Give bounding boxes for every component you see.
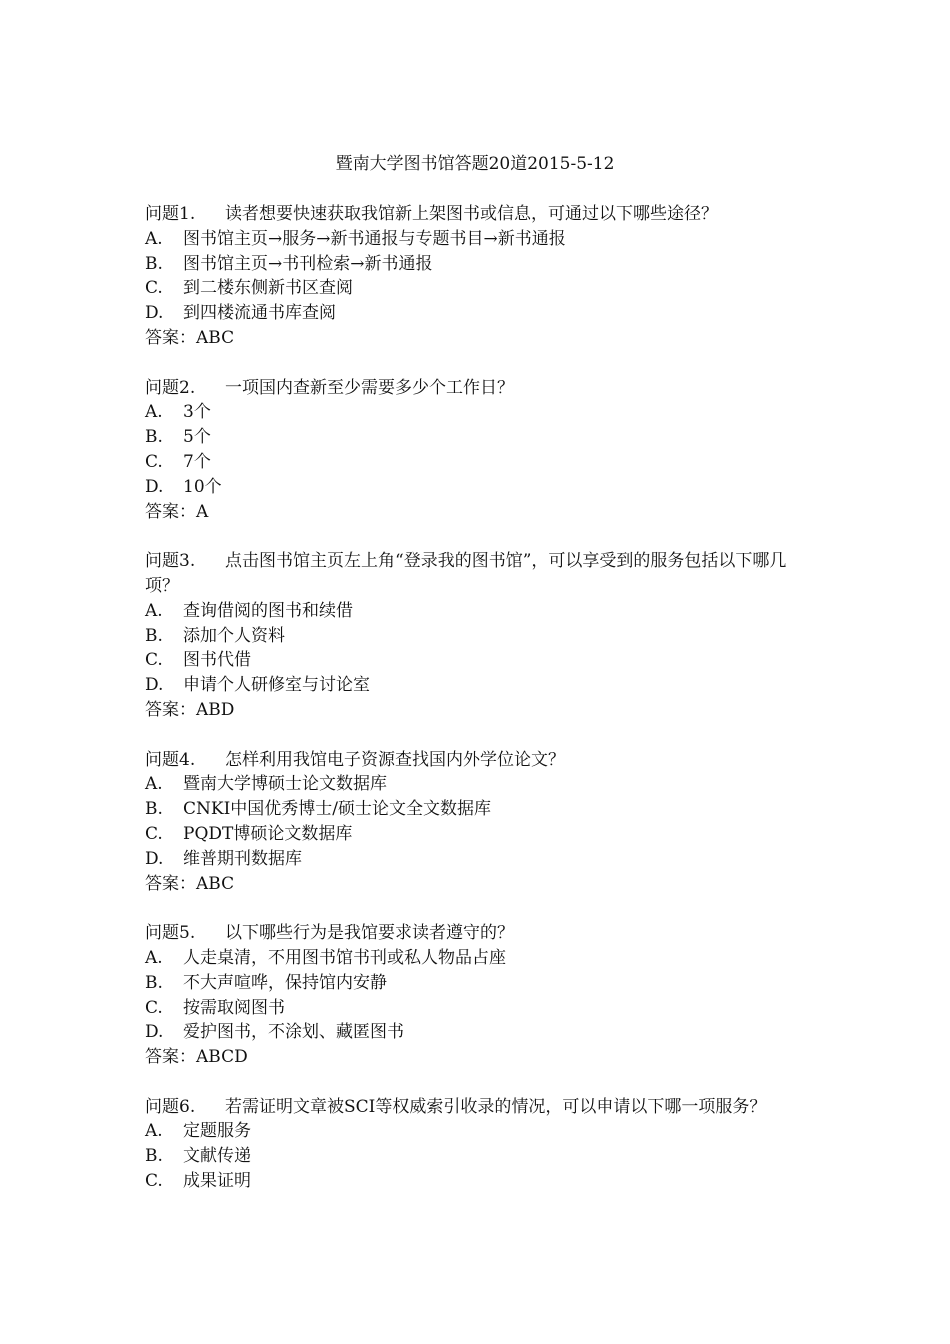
question-stem — [145, 921, 810, 946]
question-text: 若需证明文章被SCI等权威索引收录的情况，可以申请以下哪一项服务？ — [225, 1096, 767, 1117]
question-6 — [145, 1095, 810, 1194]
option-text: CNKI中国优秀博士/硕士论文全文数据库 — [183, 799, 492, 820]
question-text: 读者想要快速获取我馆新上架图书或信息，可通过以下哪些途径？ — [225, 204, 718, 224]
question-text: 点击图书馆主页左上角“登录我的图书馆”，可以享受到的服务包括以下哪几项？ — [145, 551, 787, 596]
question-1 — [145, 202, 810, 351]
question-text: 怎样利用我馆电子资源查找国内外学位论文？ — [225, 749, 565, 770]
option-letter: C. — [145, 650, 163, 671]
option-text: 添加个人资料 — [183, 625, 285, 646]
question-number: 问题2. — [145, 377, 196, 398]
option-letter: D. — [145, 476, 164, 497]
option-text: 维普期刊数据库 — [183, 848, 302, 869]
option-text: 人走桌清，不用图书馆书刊或私人物品占座 — [183, 947, 506, 968]
answer-value: ABCD — [196, 1047, 248, 1068]
option-letter: D. — [145, 848, 164, 869]
option-letter: D. — [145, 1022, 164, 1043]
option-text: 不大声喧哗，保持馆内安静 — [183, 972, 387, 993]
option-text: 3个 — [183, 402, 211, 423]
option-letter: B. — [145, 253, 163, 274]
question-stem — [145, 549, 810, 599]
option-letter: C. — [145, 823, 163, 844]
answer-value: ABC — [196, 873, 235, 894]
question-number: 问题6. — [145, 1096, 196, 1117]
option-text: 图书馆主页→书刊检索→新书通报 — [183, 253, 433, 274]
option-b — [145, 971, 810, 996]
option-letter: D. — [145, 675, 164, 696]
option-text: 到四楼流通书库查阅 — [183, 303, 336, 324]
answer-line — [145, 872, 810, 897]
option-a — [145, 400, 810, 425]
option-letter: A. — [145, 947, 163, 968]
answer-line — [145, 698, 810, 723]
option-a — [145, 1119, 810, 1144]
option-letter: A. — [145, 1121, 163, 1142]
option-c — [145, 1169, 810, 1194]
option-d — [145, 301, 810, 326]
option-letter: A. — [145, 774, 163, 795]
answer-value: ABD — [196, 699, 235, 720]
answer-label: 答案： — [145, 501, 196, 522]
option-c — [145, 648, 810, 673]
option-letter: C. — [145, 451, 163, 472]
answer-value: ABC — [196, 327, 235, 348]
option-letter: B. — [145, 625, 163, 646]
option-b — [145, 425, 810, 450]
option-d — [145, 475, 810, 500]
document-title: 暨南大学图书馆答题20道2015-5-12 — [335, 154, 615, 174]
answer-line — [145, 500, 810, 525]
option-a — [145, 772, 810, 797]
option-text: 10个 — [183, 476, 222, 497]
option-b — [145, 624, 810, 649]
option-a — [145, 227, 810, 252]
option-letter: D. — [145, 303, 164, 324]
question-stem — [145, 748, 810, 773]
answer-label: 答案： — [145, 873, 196, 894]
option-text: 文献传递 — [183, 1146, 251, 1167]
question-stem — [145, 1095, 810, 1120]
option-text: 定题服务 — [183, 1121, 251, 1142]
answer-value: A — [196, 501, 209, 522]
option-letter: A. — [145, 402, 163, 423]
option-b — [145, 1144, 810, 1169]
option-text: 成果证明 — [183, 1171, 251, 1192]
question-4 — [145, 748, 810, 897]
option-text: 到二楼东侧新书区查阅 — [183, 278, 353, 299]
option-text: 图书代借 — [183, 650, 251, 671]
option-letter: B. — [145, 1146, 163, 1167]
question-list — [145, 202, 810, 1219]
option-d — [145, 1020, 810, 1045]
question-5 — [145, 921, 810, 1070]
option-letter: C. — [145, 1171, 163, 1192]
option-c — [145, 450, 810, 475]
option-letter: B. — [145, 972, 163, 993]
question-text: 以下哪些行为是我馆要求读者遵守的？ — [225, 923, 514, 944]
option-text: 5个 — [183, 427, 211, 448]
answer-line — [145, 326, 810, 351]
option-c — [145, 276, 810, 301]
question-stem — [145, 202, 810, 227]
question-3 — [145, 549, 810, 723]
option-a — [145, 599, 810, 624]
option-c — [145, 996, 810, 1021]
option-letter: B. — [145, 799, 163, 820]
option-letter: B. — [145, 427, 163, 448]
option-b — [145, 797, 810, 822]
answer-label: 答案： — [145, 327, 196, 348]
option-text: PQDT博硕论文数据库 — [183, 823, 353, 844]
answer-label: 答案： — [145, 1047, 196, 1068]
option-a — [145, 946, 810, 971]
option-letter: C. — [145, 997, 163, 1018]
question-2 — [145, 376, 810, 525]
question-number: 问题1. — [145, 204, 196, 224]
question-number: 问题5. — [145, 923, 196, 944]
answer-line — [145, 1045, 810, 1070]
option-d — [145, 673, 810, 698]
question-text: 一项国内查新至少需要多少个工作日？ — [225, 377, 514, 398]
answer-label: 答案： — [145, 699, 196, 720]
option-c — [145, 822, 810, 847]
option-text: 暨南大学博硕士论文数据库 — [183, 774, 387, 795]
option-letter: A. — [145, 228, 163, 249]
option-text: 7个 — [183, 451, 211, 472]
option-d — [145, 847, 810, 872]
question-number: 问题4. — [145, 749, 196, 770]
option-text: 爱护图书，不涂划、藏匿图书 — [183, 1022, 404, 1043]
option-letter: C. — [145, 278, 163, 299]
question-stem — [145, 376, 810, 401]
option-text: 查询借阅的图书和续借 — [183, 600, 353, 621]
option-letter: A. — [145, 600, 163, 621]
option-text: 按需取阅图书 — [183, 997, 285, 1018]
option-text: 申请个人研修室与讨论室 — [183, 675, 370, 696]
question-number: 问题3. — [145, 551, 196, 572]
option-b — [145, 252, 810, 277]
option-text: 图书馆主页→服务→新书通报与专题书目→新书通报 — [183, 228, 566, 249]
